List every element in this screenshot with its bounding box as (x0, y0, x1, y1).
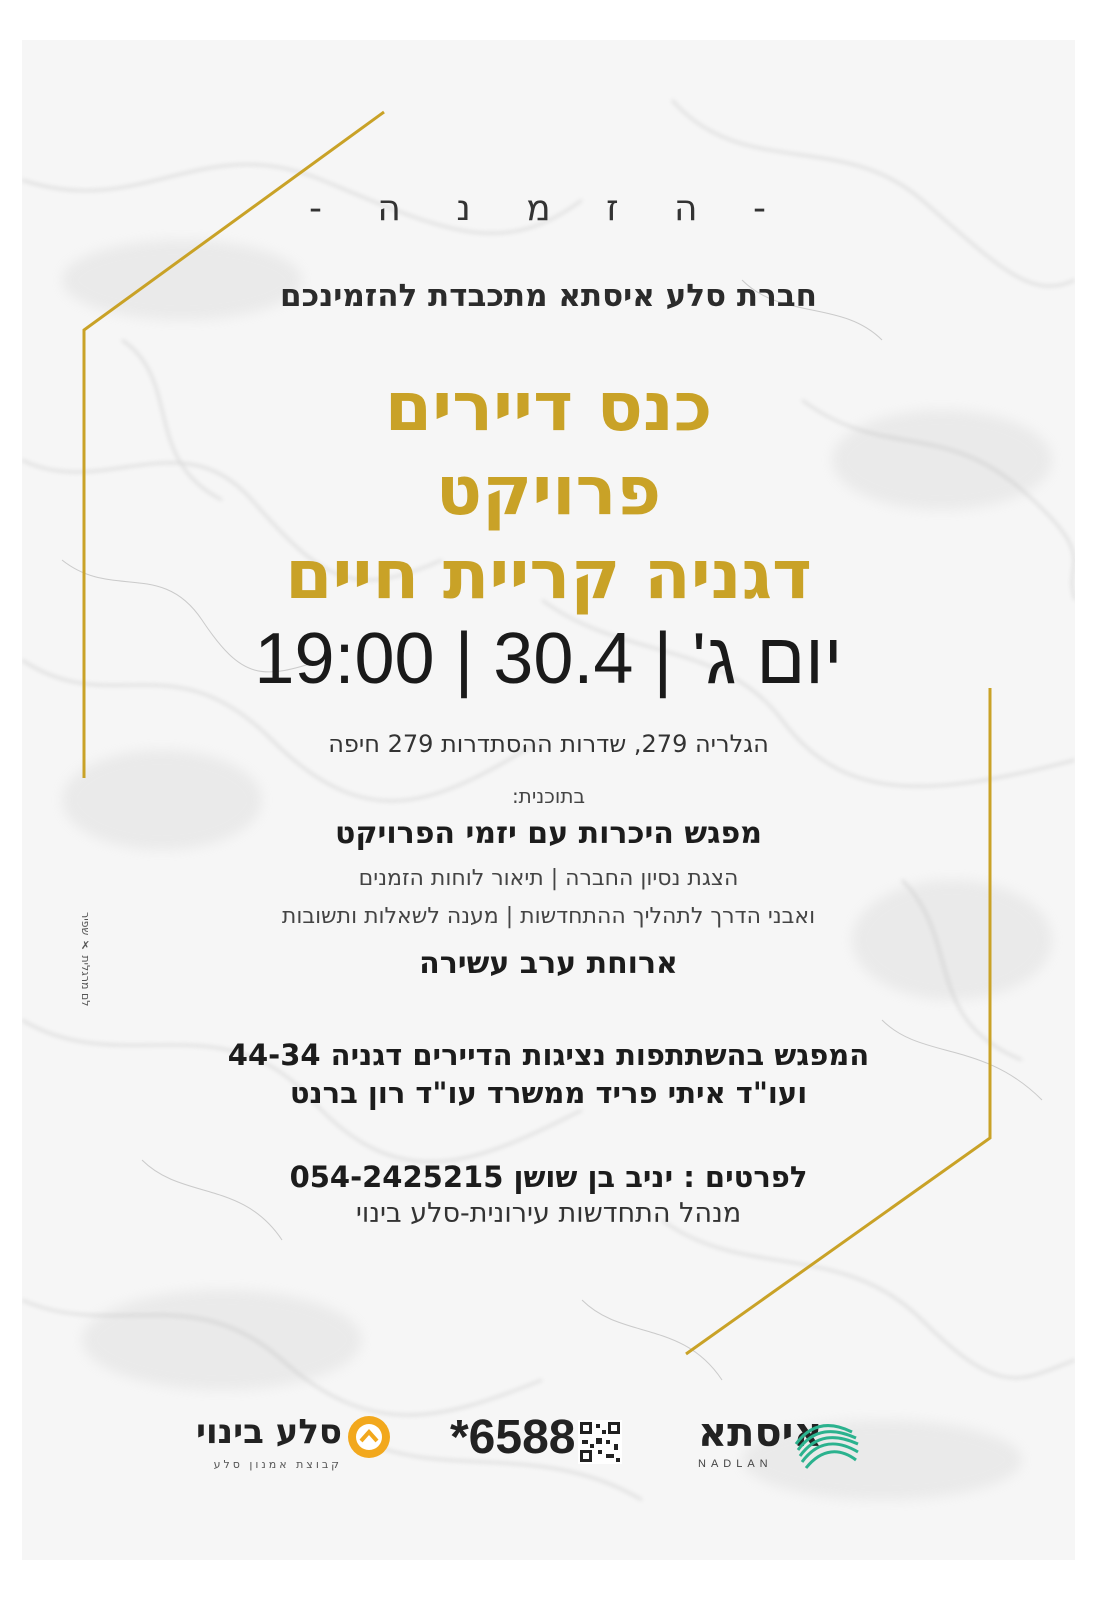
contact-details: לפרטים : יניב בן שושן 054-2425215 (289, 1160, 808, 1194)
star-code: *6588 (450, 1411, 576, 1464)
event-location: הגלריה 279, שדרות ההסתדרות 279 חיפה (328, 730, 769, 758)
program-main-item: מפגש היכרות עם יזמי הפרויקט (335, 816, 762, 851)
contact-role: מנהל התחדשות עירונית-סלע בינוי (355, 1198, 742, 1229)
invite-line: חברת סלע איסתא מתכבדת להזמינכם (280, 278, 817, 314)
dinner-note: ארוחת ערב עשירה (419, 946, 678, 981)
event-date-time: 19:00 | יום ג' | 30.4 (254, 619, 843, 699)
participants-line-2: ועו"ד איתי פריד ממשרד עו"ד רון ברנט (289, 1076, 808, 1110)
sela-emblem-icon (346, 1414, 392, 1460)
isata-logo-subtitle: NADLAN (698, 1458, 773, 1470)
invitation-card (22, 40, 1075, 1560)
sela-logo-subtitle: קבוצת אמנון סלע (213, 1458, 342, 1471)
event-title-line2: פרויקט (435, 452, 662, 531)
isata-logo (690, 1410, 880, 1480)
design-credit: לם מרגלית ✗ שפיר (79, 912, 92, 1007)
sela-logo (192, 1412, 402, 1482)
isata-wave-icon (792, 1414, 862, 1474)
program-item-2: ואבני הדרך לתהליך ההתחדשות | מענה לשאלות ותשובות (281, 904, 816, 929)
event-title-line3: דגניה קריית חיים (285, 536, 812, 615)
program-item-1: הצגת נסיון החברה | תיאור לוחות הזמנים (358, 866, 739, 891)
participants-line-1: המפגש בהשתתפות נציגות הדיירים דגניה 44-34 (227, 1038, 870, 1072)
isata-logo-name: איסתא (698, 1410, 823, 1456)
logo-row (22, 1400, 1075, 1490)
program-heading: בתוכנית: (511, 784, 586, 808)
invitation-label: - ה ז מ נ ה - (308, 188, 788, 229)
sela-logo-name: סלע בינוי (196, 1412, 342, 1452)
event-title-line1: כנס דיירים (384, 368, 713, 447)
qr-code-icon (578, 1420, 622, 1464)
